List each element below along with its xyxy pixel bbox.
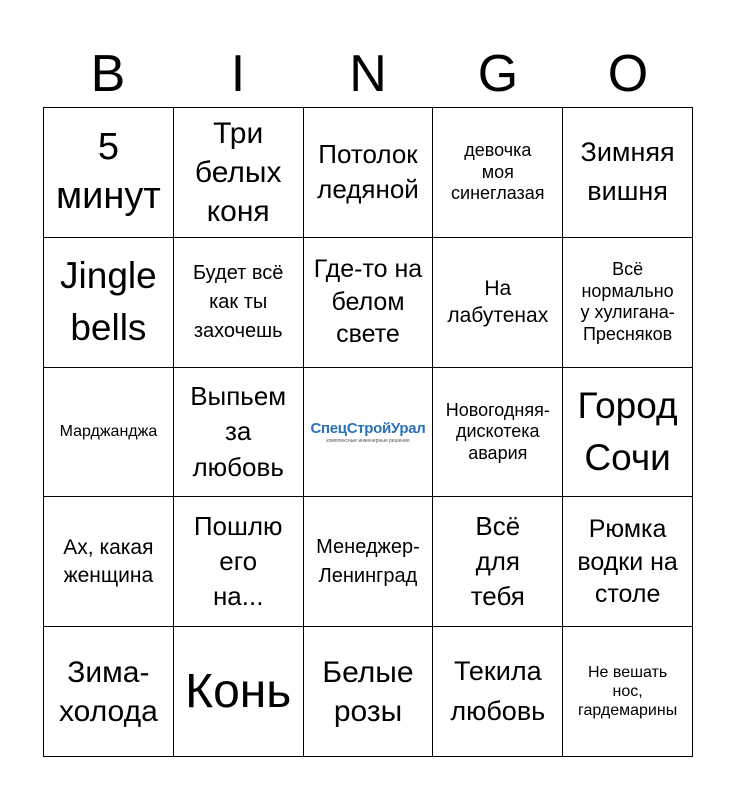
- company-logo: [310, 420, 425, 444]
- bingo-cell[interactable]: Марджанджа: [44, 368, 174, 498]
- header-letter-o: O: [607, 45, 649, 103]
- free-space-cell[interactable]: [304, 368, 434, 498]
- bingo-grid: [43, 107, 693, 757]
- bingo-cell[interactable]: Всё нормально у хулигана- Пресняков: [563, 238, 693, 368]
- bingo-cell[interactable]: На лабутенах: [433, 238, 563, 368]
- bingo-cell[interactable]: 5 минут: [44, 108, 174, 238]
- bingo-cell[interactable]: Текила любовь: [433, 627, 563, 757]
- bingo-cell[interactable]: Три белых коня: [174, 108, 304, 238]
- bingo-cell[interactable]: Зимняя вишня: [563, 108, 693, 238]
- bingo-cell[interactable]: Jingle bells: [44, 238, 174, 368]
- bingo-cell[interactable]: Всё для тебя: [433, 497, 563, 627]
- bingo-cell[interactable]: Не вешать нос, гардемарины: [563, 627, 693, 757]
- bingo-cell[interactable]: Ах, какая женщина: [44, 497, 174, 627]
- header-letter-i: I: [230, 45, 246, 103]
- bingo-cell[interactable]: девочка моя синеглазая: [433, 108, 563, 238]
- bingo-cell[interactable]: Белые розы: [304, 627, 434, 757]
- header-letter-b: B: [90, 45, 126, 103]
- bingo-cell[interactable]: Потолок ледяной: [304, 108, 434, 238]
- bingo-cell[interactable]: Менеджер- Ленинград: [304, 497, 434, 627]
- logo-name: СпецСтройУрал: [310, 419, 426, 437]
- bingo-cell[interactable]: Зима- холода: [44, 627, 174, 757]
- bingo-cell[interactable]: Конь: [174, 627, 304, 757]
- bingo-cell[interactable]: Где-то на белом свете: [304, 238, 434, 368]
- bingo-cell[interactable]: Пошлю его на...: [174, 497, 304, 627]
- header-letter-g: G: [477, 45, 519, 103]
- header-letter-n: N: [349, 45, 387, 103]
- bingo-cell[interactable]: Выпьем за любовь: [174, 368, 304, 498]
- bingo-header: [43, 40, 693, 108]
- logo-tagline: комплексные инженерные решения: [326, 437, 410, 444]
- bingo-cell[interactable]: Новогодняя- дискотека авария: [433, 368, 563, 498]
- bingo-cell[interactable]: Будет всё как ты захочешь: [174, 238, 304, 368]
- bingo-cell[interactable]: Рюмка водки на столе: [563, 497, 693, 627]
- bingo-cell[interactable]: Город Сочи: [563, 368, 693, 498]
